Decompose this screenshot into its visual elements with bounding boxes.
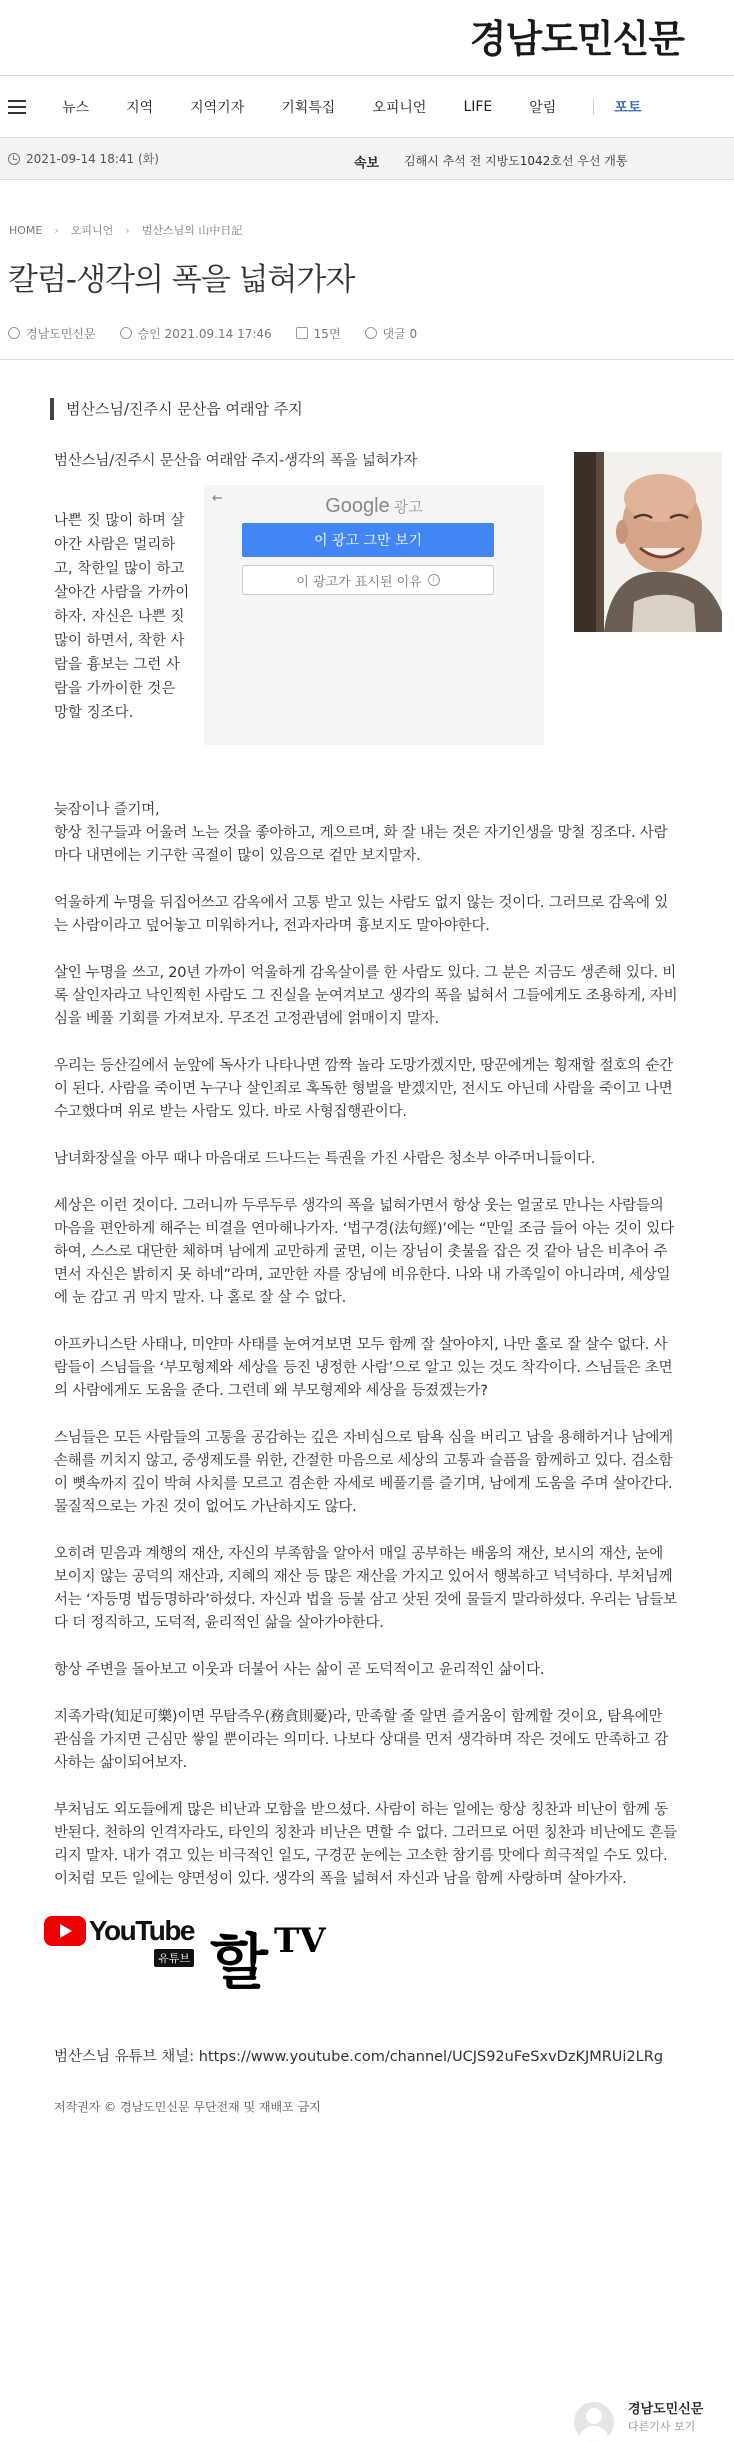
nav-item-region[interactable]: 지역 <box>126 99 154 116</box>
breaking-label: 속보 <box>354 156 380 171</box>
approved-meta <box>120 325 272 342</box>
site-logo[interactable]: 경남도민신문 <box>469 17 684 61</box>
site-header <box>0 0 734 76</box>
paragraph: 살인 누명을 쓰고, 20년 가까이 억울하게 감옥살이를 한 사람도 있다. 그 분은 지금도 생존해 있다. 비록 살인자라고 낙인찍힌 사람도 그 진실을 눈여겨보고 생각의 폭을 넓혀서 그들에게도 조용하게, 자비심을 베풀 기회를 가져보자. 무조건 고정관념에 얽매이지 말자. <box>54 965 678 1027</box>
hal-tv-logo[interactable] <box>210 1915 326 2015</box>
clock-icon <box>120 327 132 339</box>
google-ad-label <box>204 495 544 518</box>
author-name[interactable]: 경남도민신문 <box>26 326 96 341</box>
chevron-right-icon: › <box>54 223 59 237</box>
current-datetime: 2021-09-14 18:41 (화) <box>26 152 159 166</box>
comment-icon <box>365 327 377 339</box>
nav-item-notice[interactable]: 알림 <box>529 99 557 116</box>
approved-date: 승인 2021.09.14 17:46 <box>137 326 272 341</box>
main-nav <box>0 76 734 138</box>
paragraph: 세상은 이런 것이다. 그러니까 두루두루 생각의 폭을 넓혀가면서 항상 웃는 얼굴로 만나는 사람들의 마음을 편안하게 해주는 비결을 연마해나가자. ‘법구경(法句經)’에는 “만일 조금 들어 아는 것이 있다하여, 스스로 대단한 체하며 남에게 교만하게 굴면, 이는 장님이 촛불을 잡은 것 같아 남은 비추어 주면서 자신은 밝히지 못 하네”라며, 교만한 자를 장님에 비유한다. 나와 내 가족일이 아니라며, 세상일에 눈 감고 귀 막지 말자. 나 홀로 잘 살 수 없다. <box>54 1198 674 1306</box>
comment-meta[interactable] <box>365 325 418 342</box>
breadcrumb-opinion[interactable]: 오피니언 <box>70 224 114 237</box>
paragraph: 남녀화장실을 아무 때나 마음대로 드나드는 특권을 가진 사람은 청소부 아주머니들이다. <box>54 1151 596 1167</box>
avatar <box>574 2402 614 2442</box>
channel-logos <box>54 1915 680 2025</box>
youtube-logo[interactable] <box>54 1915 194 1967</box>
nav-item-photo[interactable]: 포토 <box>614 99 642 116</box>
google-ad-panel <box>204 485 544 745</box>
page-number: 15면 <box>313 326 341 341</box>
ad-side-text: 나쁜 짓 많이 하며 살아간 사람은 멀리하고, 착한일 많이 하고 살아간 사람을 가까이하자. 자신은 나쁜 짓 많이 하면서, 착한 사람을 흉보는 그런 사람을 가까이한 것은 망할 징조다. <box>54 513 190 721</box>
author-photo <box>574 452 722 632</box>
nav-item-region-reporter[interactable]: 지역기자 <box>190 99 245 116</box>
breaking-headline[interactable]: 김해시 추석 전 지방도1042호선 우선 개통 <box>404 154 628 168</box>
hal-tv-text: TV <box>274 1921 326 1961</box>
paragraph: 아프카니스탄 사태나, 미얀마 사태를 눈여겨보면 모두 함께 잘 살아야지, 나만 홀로 잘 살수 없다. 사람들이 스님들을 ‘부모형제와 세상을 등진 냉정한 사람’으로 알고 있는 것도 착각이다. 스님들은 초면의 사람에게도 도움을 준다. 그런데 왜 부모형제와 세상을 등졌겠는가? <box>54 1337 673 1399</box>
article-meta <box>0 321 734 345</box>
page-icon <box>296 327 308 339</box>
nav-item-opinion[interactable]: 오피니언 <box>372 99 427 116</box>
breadcrumb-column[interactable]: 범산스님의 山中日記 <box>141 224 243 237</box>
paragraph: 스님들은 모든 사람들의 고통을 공감하는 깊은 자비심으로 탐욕 심을 버리고 남을 용해하거나 남에게 손해를 끼치지 않고, 중생제도를 위한, 간절한 마음으로 세상의 고통과 슬픔을 함께하고 있다. 검소함이 뼛속까지 깊이 박혀 사치를 모르고 겸손한 자세로 베풀기를 즐기며, 남에게 도움을 주며 살아간다. 물질적으로는 가진 것이 없어도 가난하지도 않다. <box>54 1430 673 1515</box>
paragraph: 부처님도 외도들에게 많은 비난과 모함을 받으셨다. 사람이 하는 일에는 항상 칭찬과 비난이 함께 동반된다. 천하의 인격자라도, 타인의 칭찬과 비난은 면할 수 없다. 그러므로 어떤 칭찬과 비난에도 흔들리지 말자. 내가 겪고 있는 비극적인 일도, 구경꾼 눈에는 고소한 참기름 맛에다 희극적일 수도 있다. 이처럼 모든 일에는 양면성이 있다. 생각의 폭을 넓혀서 자신과 남을 함께 사랑하며 살아가자. <box>54 1802 677 1887</box>
ad-suffix: 광고 <box>393 499 423 516</box>
why-ad-button[interactable] <box>242 565 494 595</box>
hal-char: 할 <box>210 1928 268 1998</box>
clock-icon <box>8 153 20 165</box>
user-icon <box>8 327 20 339</box>
nav-item-life[interactable]: LIFE <box>463 98 493 115</box>
paragraph: 항상 주변을 돌아보고 이웃과 더불어 사는 삶이 곧 도덕적이고 윤리적인 삶이다. <box>54 1662 545 1678</box>
page-meta <box>296 325 341 342</box>
why-ad-label: 이 광고가 표시된 이유 <box>296 574 422 590</box>
lead-paragraph: 범산스님/진주시 문산읍 여래암 주지-생각의 폭을 넓혀가자 <box>54 453 418 469</box>
paragraph: 늦잠이나 즐기며, 항상 친구들과 어울려 노는 것을 좋아하고, 게으르며, 화 잘 내는 것은 자기인생을 망칠 징조다. 사람마다 내면에는 기구한 곡절이 많이 있음으로 겉만 보지말자. <box>54 802 668 864</box>
article-body <box>0 450 734 2115</box>
stop-ad-button[interactable]: 이 광고 그만 보기 <box>242 523 494 557</box>
nav-divider <box>593 99 594 115</box>
info-icon: i <box>428 574 440 586</box>
paragraph: 오히려 믿음과 계행의 재산, 자신의 부족함을 알아서 매일 공부하는 배움의 재산, 보시의 재산, 눈에 보이지 않는 공덕의 재산과, 지혜의 재산 등 많은 재산을 가지고 있어서 행복하고 넉넉하다. 부처님께서는 ‘자등명 법등명하라’하셨다. 자신과 법을 등불 삼고 삿된 것에 물들지 말라하셨다. 우리는 남들보다 더 정직하고, 도덕적, 윤리적인 삶을 살아가야한다. <box>54 1546 677 1631</box>
breadcrumb-home[interactable]: HOME <box>9 223 43 237</box>
youtube-wordmark: YouTube <box>88 1915 194 1946</box>
arrow-left-icon[interactable]: ← <box>212 491 223 506</box>
article-byline: 범산스님/진주시 문산읍 여래암 주지 <box>50 398 734 420</box>
paragraph: 억울하게 누명을 뒤집어쓰고 감옥에서 고통 받고 있는 사람도 없지 않는 것이다. 그러므로 감옥에 있는 사람이라고 덮어놓고 미워하거나, 전과자라며 흉보지도 말아야한다. <box>54 895 669 934</box>
nav-item-news[interactable]: 뉴스 <box>62 99 90 116</box>
more-articles-link[interactable]: 다른기사 보기 <box>628 2420 696 2433</box>
paragraph: 지족가락(知足可樂)이면 무탐즉우(務貪則憂)라, 만족할 줄 알면 즐거움이 함께할 것이요, 탐욕에만 관심을 가지면 근심만 쌓일 뿐이라는 의미다. 나보다 상대를 먼저 생각하며 작은 것에도 만족하고 감사하는 삶이되어보자. <box>54 1709 669 1771</box>
copyright-notice: 저작권자 © 경남도민신문 무단전재 및 재배포 금지 <box>54 2100 321 2114</box>
author-card-name[interactable]: 경남도민신문 <box>628 2402 704 2417</box>
breadcrumb <box>0 222 734 238</box>
menu-icon[interactable] <box>8 100 26 114</box>
comment-count[interactable]: 댓글 0 <box>382 326 418 341</box>
nav-item-feature[interactable]: 기획특집 <box>281 99 336 116</box>
play-icon <box>44 1916 86 1946</box>
paragraph: 우리는 등산길에서 눈앞에 독사가 나타나면 깜짝 놀라 도망가겠지만, 땅꾼에게는 횡재할 절호의 순간이 된다. 사람을 죽이면 누구나 살인죄로 혹독한 형벌을 받겠지만, 전시도 아닌데 사람을 죽이고 나면 수고했다며 위로 받는 사람도 있다. 바로 사형집행관이다. <box>54 1058 673 1120</box>
author-meta <box>8 325 96 342</box>
chevron-right-icon: › <box>125 223 130 237</box>
youtube-badge: 유튜브 <box>154 1949 194 1967</box>
page-title: 칼럼-생각의 폭을 넓혀가자 <box>8 262 355 298</box>
news-ticker <box>0 138 734 180</box>
google-wordmark: Google <box>325 495 390 517</box>
monk-portrait-image <box>574 452 722 632</box>
youtube-channel-link[interactable]: 범산스님 유튜브 채널: https://www.youtube.com/channel/UCJS92uFeSxvDzKJMRUi2LRg <box>54 2049 664 2065</box>
divider <box>0 359 734 360</box>
author-card <box>0 2392 734 2436</box>
